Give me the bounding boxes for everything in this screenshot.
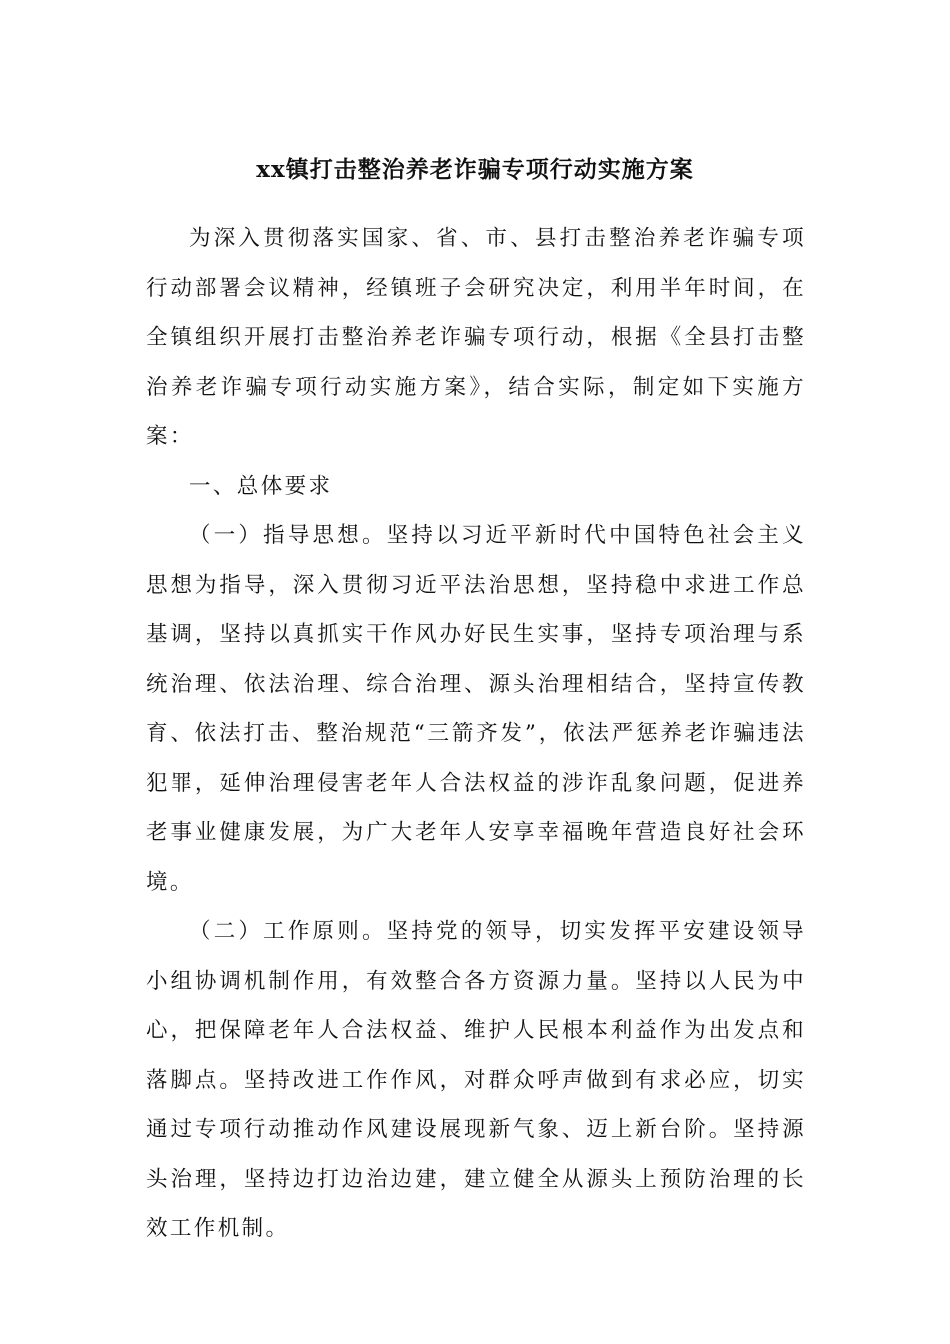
document-title: xx镇打击整治养老诈骗专项行动实施方案 — [256, 156, 694, 183]
document-body — [146, 214, 806, 1254]
intro-paragraph: 为深入贯彻落实国家、省、市、县打击整治养老诈骗专项行动部署会议精神，经镇班子会研究决定，利用半年时间，在全镇组织开展打击整治养老诈骗专项行动，根据《全县打击整治养老诈骗专项行动实施方案》，结合实际，制定如下实施方案： — [146, 226, 806, 449]
guiding-ideology-paragraph: （一）指导思想。坚持以习近平新时代中国特色社会主义思想为指导，深入贯彻习近平法治思想，坚持稳中求进工作总基调，坚持以真抓实干作风办好民生实事，坚持专项治理与系统治理、依法治理、综合治理、源头治理相结合，坚持宣传教育、依法打击、整治规范“三箭齐发”，依法严惩养老诈骗违法犯罪，延伸治理侵害老年人合法权益的涉诈乱象问题，促进养老事业健康发展，为广大老年人安享幸福晚年营造良好社会环境。 — [146, 523, 806, 895]
work-principles-paragraph: （二）工作原则。坚持党的领导，切实发挥平安建设领导小组协调机制作用，有效整合各方资源力量。坚持以人民为中心，把保障老年人合法权益、维护人民根本利益作为出发点和落脚点。坚持改进工作作风，对群众呼声做到有求必应，切实通过专项行动推动作风建设展现新气象、迈上新台阶。坚持源头治理，坚持边打边治边建，建立健全从源头上预防治理的长效工作机制。 — [146, 919, 806, 1241]
section-heading-general-requirements: 一、总体要求 — [189, 473, 333, 499]
